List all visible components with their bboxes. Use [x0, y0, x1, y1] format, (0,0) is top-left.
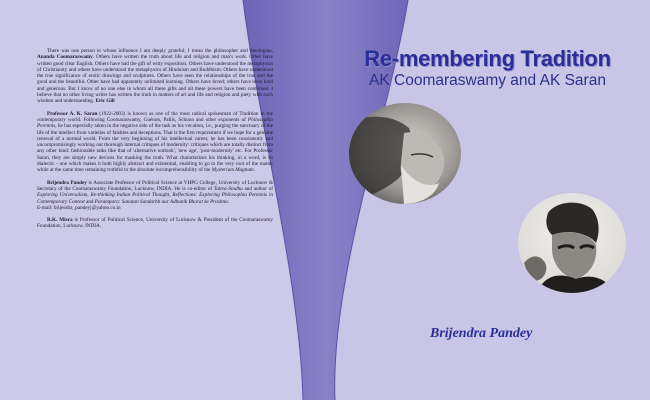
book-title: Re-membering Tradition [364, 46, 611, 71]
back-cover-text [37, 48, 273, 236]
author-name: Brijendra Pandey [430, 326, 533, 341]
misra-paragraph: R.K. Misra is Professor of Political Science, University of Lucknow & President of the Coomaraswamy Foundation, Lucknow, INDIA. [37, 217, 273, 230]
book-subtitle: AK Coomaraswamy and AK Saran [369, 72, 606, 89]
pandey-paragraph: Brijendra Pandey is Associate Professor of Political Science at VHPG College, University of Lucknow & Secretary of the Coomaraswamy Foundation, Lucknow, INDIA. He is co-editor of Tattva-Sindhu and author of Exploring Universalism, Re-thinking Indian Political Thought, Reflections: Exploring Philosophia Perennis in Contemporary Context and Parampara: Sanatan Sandarbh aur Adhunik Bharat ke Prashna. E-mail: brijendra_pandeyj@yahoo.co.in [37, 179, 273, 211]
portrait-saran [518, 193, 626, 293]
portrait-coomaraswamy [349, 103, 461, 204]
saran-paragraph: Professor A. K. Saran (1922-2003) is known as one of the most radical spokesman of Tradition in the contemporary world. Following Coomaraswamy, Guénon, Pallis, Schuon and other exponents of Philosophia Perennis, he has especially taken in the negative side of the task as his vocation, i.e., purging the sanctuary of the life of the intellect from varieties of falsities and deceptions. That is the first requirement if we hope for a genuine renewal of a normal world. From the very beginning of his intellectual career, he has been consistently and uncompromisingly working out thorough internal critiques of modernity: critiques which are totally distinct from any other kind: fashionable talks like that of 'alternative outlook', 'new age', 'post-modernity' etc. For Professor Saran, they are simply new devices for masking the truth. What characterizes his thinking, in a word, is its dialectic - one which makes it both highly abstract and existential, enabling to go to the very root of the matter while at the same time remaining truthful to the absolute incomprehensibility of the Mysterium Magnum. [37, 110, 273, 174]
quote-paragraph: There was one person to whose influence I am deeply grateful; I mean the philosopher and theologian, Ananda Coomaraswamy. Others have written the truth about life and religion and man's work. Other have written good clear English. Others have had the gift of witty exposition. Others have understood the metaphysics of Christianity and others have understood the metaphysics of Hinduism and Buddhism. Others have understood the true significance of erotic drawings and sculptures. Others have seen the relationships of the true and the good and the beautiful. Other have had apparently unlimited learning. Others have loved; others have been kind and generous. But I know of no one else in whom all these gifts and all these powers have been combined. I believe that no other living writer has written the truth in matters of art and life and religion and piety with such wisdom and understanding. Eric Gill [37, 48, 273, 105]
